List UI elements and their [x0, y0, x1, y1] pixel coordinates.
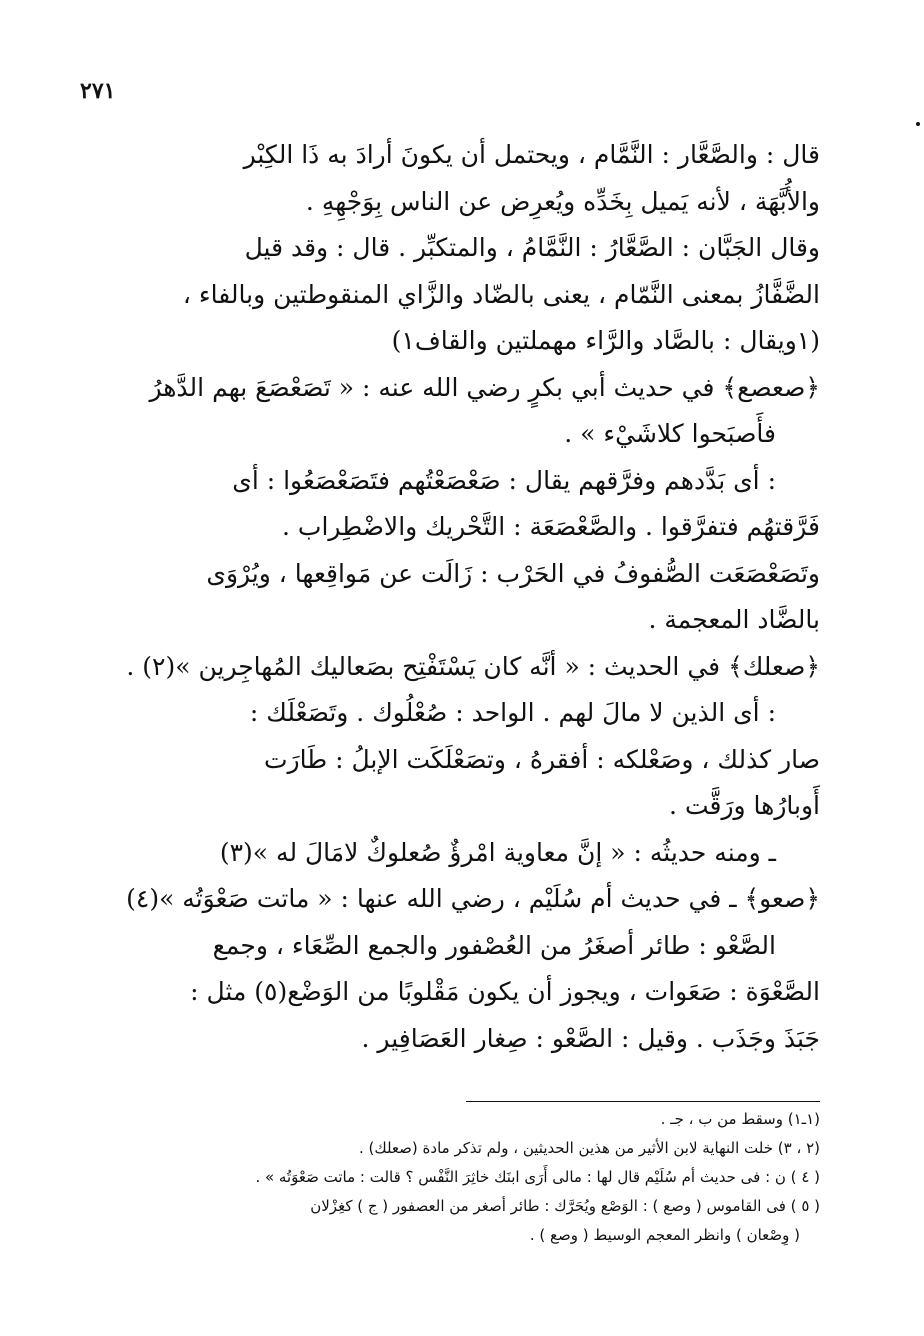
text-line: وتَصَعْصَعَت الصُّفوفُ في الحَرْب : زَالَت عن مَواقِعها ، ويُرْوَى — [206, 558, 820, 588]
text-line: قال : والصَّعَّار : النَّمَّام ، ويحتمل أن يكونَ أرادَ به ذَا الكِبْر — [243, 140, 820, 169]
footnote-line: (٢ ، ٣) خلت النهاية لابن الأثير من هذين الحديثين ، ولم تذكر مادة (صعلك) . — [358, 1139, 820, 1157]
footnote-line: (١ـ١) وسقط من ب ، جـ . — [660, 1110, 820, 1128]
text-line: ـ ومنه حديثُه : « إنَّ معاوية امْرؤٌ صُعلوكٌ لامَالَ له »(٣) — [219, 837, 776, 867]
text-line: الضَّفَّازُ بمعنى النَّمّام ، يعنى بالضّاد والزَّاي المنقوطتين وبالفاء ، — [182, 279, 820, 309]
text-line: : أى بَدَّدهم وفرَّقهم يقال : صَعْصَعْتُهم فتَصَعْصَعُوا : أى — [232, 465, 776, 495]
text-line: ﴿صعو﴾ ـ في حديث أم سُلَيْم ، رضي الله عنها : « ماتت صَعْوَتُه »(٤) — [126, 884, 820, 913]
footnote-line: ( ٥ ) فى القاموس ( وصع ) : الوَصْع ويُحَرَّك : طائر أصغر من العصفور ( ج ) كغِزْلان — [310, 1197, 820, 1215]
text-line: الصَّعْوَة : صَعَوات ، ويجوز أن يكون مَقْلوبًا من الوَضْع(٥) مثل : — [190, 977, 820, 1006]
footnote-line: ( ٤ ) ن : فى حديث أم سُلَيْم قال لها : مالى أَرَى ابنَك خاثِرَ النَّفْس ؟ قالت : ماتت صَعْوَتُه » . — [255, 1168, 820, 1186]
footnote-separator — [466, 1101, 820, 1102]
text-line: بالضَّاد المعجمة . — [648, 605, 820, 634]
text-line: وقال الجَبَّان : الصَّعَّارُ : النَّمَّامُ ، والمتكبِّر . قال : وقد قيل — [244, 233, 820, 262]
text-line: أَوبارُها ورَقَّت . — [669, 791, 820, 820]
text-line: ﴿صعصع﴾ في حديث أبي بكرٍ رضي الله عنه : « تَصَعْصَعَ بهم الدَّهرُ — [149, 372, 820, 402]
text-line: فأَصبَحوا كلاشَيْء » . — [564, 419, 776, 448]
text-line: والأُبَّهَة ، لأنه يَميل بِخَدِّه ويُعرِض عن الناس بِوَجْهِهِ . — [305, 186, 820, 216]
text-line: جَبَذَ وجَذَب . وقيل : الصَّعْو : صِغار العَصَافِير . — [361, 1023, 820, 1053]
text-line: ﴿صعلك﴾ في الحديث : « أنَّه كان يَسْتَفْتِح بصَعاليك المُهاجِرين »(٢) . — [126, 651, 820, 681]
text-line: الصَّعْو : طائر أصغَرُ من العُصْفور والجمع الصِّعَاء ، وجمع — [212, 930, 776, 960]
text-line: فَرَّقتهُم فتفرَّقوا . والصَّعْصَعَة : التَّحْريك والاضْطِراب . — [282, 512, 820, 541]
margin-mark — [916, 122, 920, 126]
text-line: (١ويقال : بالصَّاد والرَّاء مهملتين والقاف١) — [391, 326, 820, 355]
text-line: : أى الذين لا مالَ لهم . الواحد : صُعْلُوك . وتَصَعْلَك : — [249, 698, 776, 727]
page-number: ٢٧١ — [80, 78, 116, 104]
footnote-line: ( وِصْعان ) وانظر المعجم الوسيط ( وصع ) . — [529, 1226, 800, 1244]
text-line: صار كذلك ، وصَعْلكه : أفقرهُ ، وتصَعْلَكَت الإبلُ : طَارَت — [264, 744, 820, 774]
